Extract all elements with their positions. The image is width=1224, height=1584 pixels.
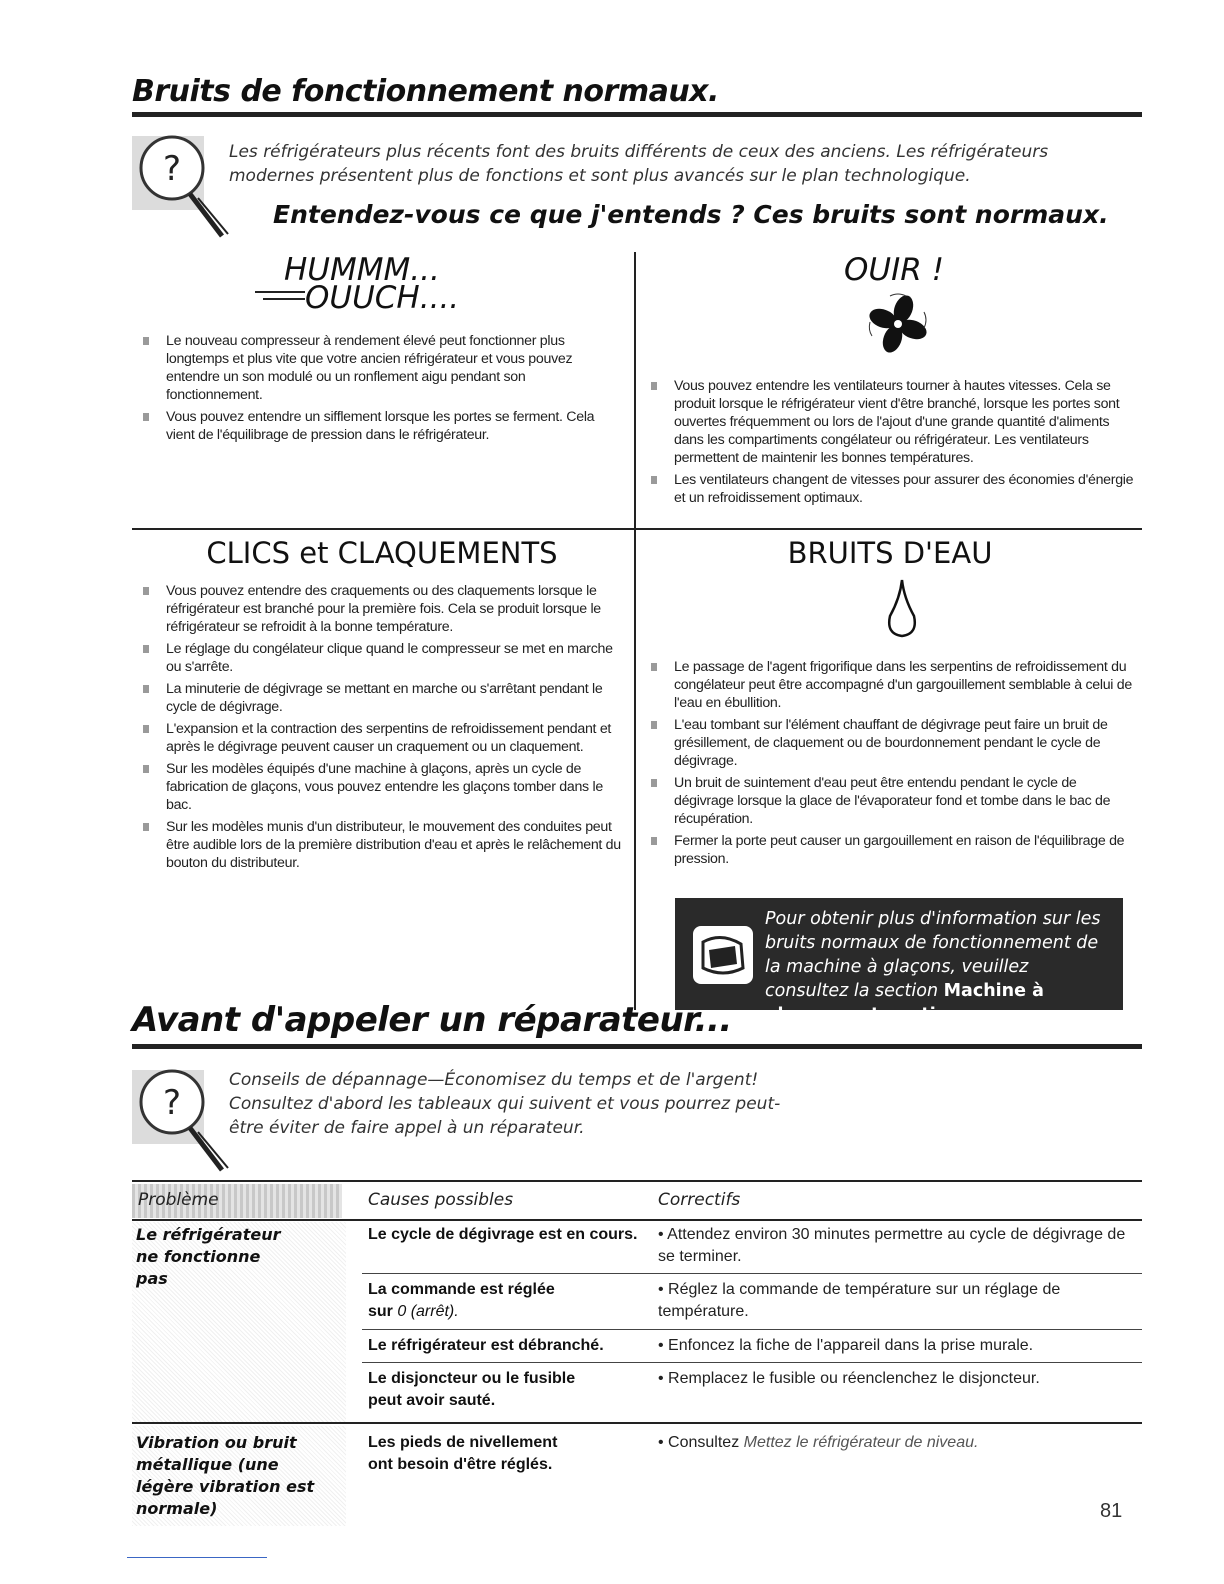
fan-icon xyxy=(866,292,930,361)
fix-cell xyxy=(658,1432,1128,1454)
list-item: Les ventilateurs changent de vitesses pour assurer des économies d'énergie et un refroidissement optimaux. xyxy=(645,471,1135,507)
cause-cell: Le réfrigérateur est débranché. xyxy=(368,1337,604,1354)
clics-title: CLICS et CLAQUEMENTS xyxy=(206,536,558,570)
list-item: Le passage de l'agent frigorifique dans les serpentins de refroidissement du congélateur peut être accompagné d'un gargouillement semblable à celui de l'eau en ébullition. xyxy=(645,658,1135,712)
list-item: La minuterie de dégivrage se mettant en marche ou s'arrêtant pendant le cycle de dégivrage. xyxy=(137,680,623,716)
problem-label-2: Vibration ou bruit métallique (une légère vibration est normale) xyxy=(136,1433,315,1518)
page-number: 81 xyxy=(1100,1500,1123,1522)
list-item: Vous pouvez entendre les ventilateurs tourner à hautes vitesses. Cela se produit lorsque le réfrigérateur vient d'être branché, lorsque les portes sont ouvertes fréquemment ou lors de l'ajout d'une grande quantité d'aliments dans les compartiments congélateur ou réfrigérateur. Les ventilateurs permettent de maintenir les bonnes températures. xyxy=(645,377,1135,467)
intro-line-1: Les réfrigérateurs plus récents font des bruits différents de ceux des anciens. Les réfrigérateurs xyxy=(229,142,1049,162)
list-item: L'eau tombant sur l'élément chauffant de dégivrage peut faire un bruit de grésillement, de claquement ou de bourdonnement pendant le cycle de dégivrage. xyxy=(645,716,1135,770)
fix-cell: • Enfoncez la fiche de l'appareil dans la prise murale. xyxy=(658,1337,1034,1354)
title-rule-2 xyxy=(132,1044,1142,1049)
question-magnifier-icon xyxy=(132,128,230,245)
fix-reference: Mettez le réfrigérateur de niveau. xyxy=(743,1434,979,1451)
info-text-main: Pour obtenir plus d'information sur les bruits normaux de fonctionnement de la machine à glaçons, veuillez consultez la section xyxy=(765,909,1101,1001)
title-rule xyxy=(132,112,1142,117)
repair-intro-line-3: être éviter de faire appel à un réparateur. xyxy=(229,1118,585,1138)
footer-rule xyxy=(127,1557,267,1558)
section-title-repair: Avant d'appeler un réparateur... xyxy=(132,1000,732,1040)
icemaker-info-box xyxy=(675,898,1123,1025)
row-rule xyxy=(362,1362,1142,1363)
motion-lines xyxy=(255,291,305,300)
cause-line-2b: 0 (arrêt). xyxy=(397,1303,459,1320)
column-divider xyxy=(634,252,636,1010)
svg-text:?: ? xyxy=(162,149,182,189)
cause-cell: Le disjoncteur ou le fusible peut avoir sauté. xyxy=(368,1370,576,1409)
intro-text xyxy=(229,140,1129,188)
header-causes: Causes possibles xyxy=(368,1190,514,1210)
water-drop-icon xyxy=(884,578,920,645)
header-fixes: Correctifs xyxy=(658,1190,741,1210)
cause-line-2a: sur xyxy=(368,1303,398,1320)
list-item: Vous pouvez entendre un sifflement lorsque les portes se ferment. Cela vient de l'équilibrage de pression dans le réfrigérateur. xyxy=(137,408,619,444)
problem-label-1: Le réfrigérateur ne fonctionne pas xyxy=(136,1225,281,1288)
info-text-bold: Machine à glaçons automatique. xyxy=(765,981,1044,1025)
list-item: Le nouveau compresseur à rendement élevé peut fonctionner plus longtemps et plus vite que votre ancien réfrigérateur et vous pouvez entendre un son modulé ou un ronflement aigu pendant son fonctionnement. xyxy=(137,332,619,404)
list-item: Sur les modèles équipés d'une machine à glaçons, après un cycle de fabrication de glaçons, vous pouvez entendre les glaçons tomber dans le bac. xyxy=(137,760,623,814)
fix-cell: • Attendez environ 30 minutes permettre au cycle de dégivrage de se terminer. xyxy=(658,1226,1126,1265)
cause-cell: Le cycle de dégivrage est en cours. xyxy=(368,1226,638,1243)
hummm-list xyxy=(137,332,619,448)
subheading: Entendez-vous ce que j'entends ? Ces bruits sont normaux. xyxy=(273,200,1109,229)
icemaker-icon xyxy=(691,924,755,993)
row-rule xyxy=(362,1273,1142,1274)
fix-cell: • Remplacez le fusible ou réenclenchez le disjoncteur. xyxy=(658,1370,1040,1387)
info-text xyxy=(765,907,1117,1027)
repair-intro-line-2: Consultez d'abord les tableaux qui suivent et vous pourrez peut- xyxy=(229,1094,781,1114)
row-divider xyxy=(132,528,1142,530)
fix-text: • Consultez xyxy=(658,1434,744,1451)
table-top-rule xyxy=(132,1180,1142,1182)
hummm-title: HUMMM... xyxy=(284,252,440,288)
ouir-list xyxy=(645,377,1135,511)
list-item: L'expansion et la contraction des serpentins de refroidissement pendant et après le dégivrage peuvent causer un craquement ou un claquement. xyxy=(137,720,623,756)
clics-list xyxy=(137,582,623,876)
water-list xyxy=(645,658,1135,872)
list-item: Sur les modèles munis d'un distributeur, le mouvement des conduites peut être audible lors de la première distribution d'eau et après le relâchement du bouton du distributeur. xyxy=(137,818,623,872)
cause-cell: Les pieds de nivellement ont besoin d'être réglés. xyxy=(368,1434,558,1473)
list-item: Le réglage du congélateur clique quand le compresseur se met en marche ou s'arrête. xyxy=(137,640,623,676)
water-title: BRUITS D'EAU xyxy=(787,536,993,570)
ouuch-title: OUUCH.... xyxy=(305,280,460,316)
cause-cell xyxy=(368,1279,638,1323)
repair-intro-line-1: Conseils de dépannage—Économisez du temps et de l'argent! xyxy=(229,1070,759,1090)
section-title-noises: Bruits de fonctionnement normaux. xyxy=(132,74,719,109)
problem-rule xyxy=(132,1422,1142,1424)
header-rule xyxy=(132,1219,1142,1221)
list-item: Un bruit de suintement d'eau peut être entendu pendant le cycle de dégivrage lorsque la glace de l'évaporateur fond et tombe dans le bac de récupération. xyxy=(645,774,1135,828)
question-magnifier-icon-2 xyxy=(132,1062,230,1179)
list-item: Vous pouvez entendre des craquements ou des claquements lorsque le réfrigérateur est branché pour la première fois. Cela se produit lorsque le réfrigérateur se refroidit à la bonne température. xyxy=(137,582,623,636)
intro-line-2: modernes présentent plus de fonctions et sont plus avancés sur le plan technologique. xyxy=(229,166,971,186)
row-rule xyxy=(362,1329,1142,1330)
list-item: Fermer la porte peut causer un gargouillement en raison de l'équilibrage de pression. xyxy=(645,832,1135,868)
fix-cell: • Réglez la commande de température sur un réglage de température. xyxy=(658,1281,1061,1320)
repair-intro xyxy=(229,1068,929,1140)
ouir-title: OUIR ! xyxy=(844,252,945,288)
header-problem: Problème xyxy=(138,1190,219,1210)
svg-text:?: ? xyxy=(162,1083,182,1123)
cause-line-1: La commande est réglée xyxy=(368,1281,555,1298)
